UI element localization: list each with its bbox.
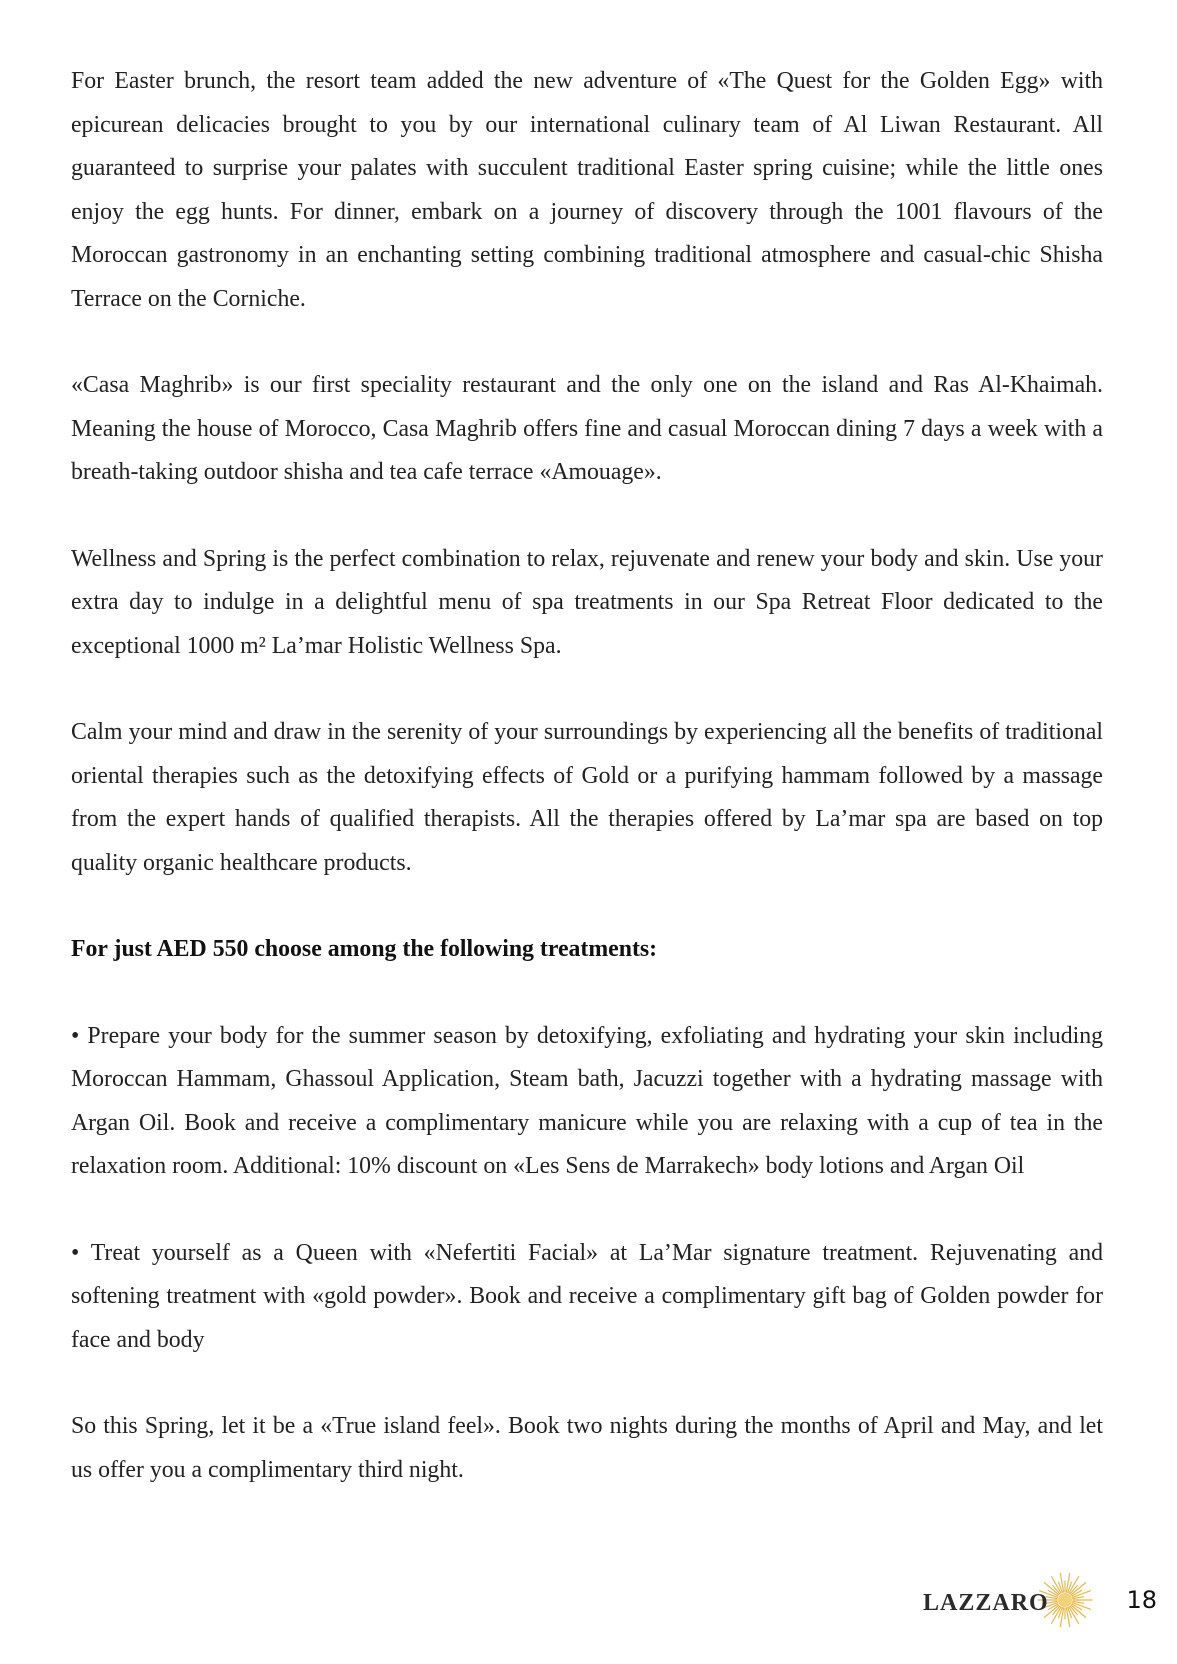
page-number: 18	[1126, 1586, 1157, 1614]
page-footer	[897, 1570, 1157, 1630]
paragraph-wellness-spring: Wellness and Spring is the perfect combination to relax, rejuvenate and renew your body and skin. Use your extra day to indulge in a delightful menu of spa treatments in our Spa Retreat Floor dedicated to the exceptional 1000 m² La’mar Holistic Wellness Spa.	[71, 545, 1103, 659]
paragraph-casa-maghrib: «Casa Maghrib» is our first speciality restaurant and the only one on the island and Ras Al-Khaimah. Meaning the house of Morocco, Casa Maghrib offers fine and casual Moroccan dining 7 days a week with a breath-taking outdoor shisha and tea cafe terrace «Amouage».	[71, 372, 1103, 485]
paragraph-easter-brunch: For Easter brunch, the resort team added the new adventure of «The Quest for the Golden Egg» with epicurean delicacies brought to you by our international culinary team of Al Liwan Restaurant. All guaranteed to surprise your palates with succulent traditional Easter spring cuisine; while the little ones enjoy the egg hunts. For dinner, embark on a journey of discovery through the 1001 flavours of the Moroccan gastronomy in an enchanting setting combining traditional atmosphere and casual-chic Shisha Terrace on the Corniche.	[71, 68, 1103, 312]
paragraph-calm-your-mind: Calm your mind and draw in the serenity of your surroundings by experiencing all the benefits of traditional oriental therapies such as the detoxifying effects of Gold or a purifying hammam followed by a massage from the expert hands of qualified therapists. All the therapies offered by La’mar spa are based on top quality organic healthcare products.	[71, 719, 1103, 876]
logo-text: LAZZARO	[923, 1590, 1049, 1616]
article-body	[71, 60, 1103, 1535]
treatment-item-detox: • Prepare your body for the summer season by detoxifying, exfoliating and hydrating your skin including Moroccan Hammam, Ghassoul Application, Steam bath, Jacuzzi together with a hydrating massage with Argan Oil. Book and receive a complimentary manicure while you are relaxing with a cup of tea in the relaxation room. Additional: 10% discount on «Les Sens de Marrakech» body lotions and Argan Oil	[71, 1022, 1103, 1179]
paragraph-island-feel: So this Spring, let it be a «True island feel». Book two nights during the months of April and May, and let us offer you a complimentary third night.	[71, 1413, 1103, 1483]
treatments-heading: For just AED 550 choose among the following treatments:	[71, 936, 658, 962]
treatment-item-nefertiti: • Treat yourself as a Queen with «Nefertiti Facial» at La’Mar signature treatment. Rejuvenating and softening treatment with «gold powder». Book and receive a complimentary gift bag of Golden powder for face and body	[71, 1239, 1103, 1353]
lazzaro-logo	[907, 1572, 1097, 1628]
